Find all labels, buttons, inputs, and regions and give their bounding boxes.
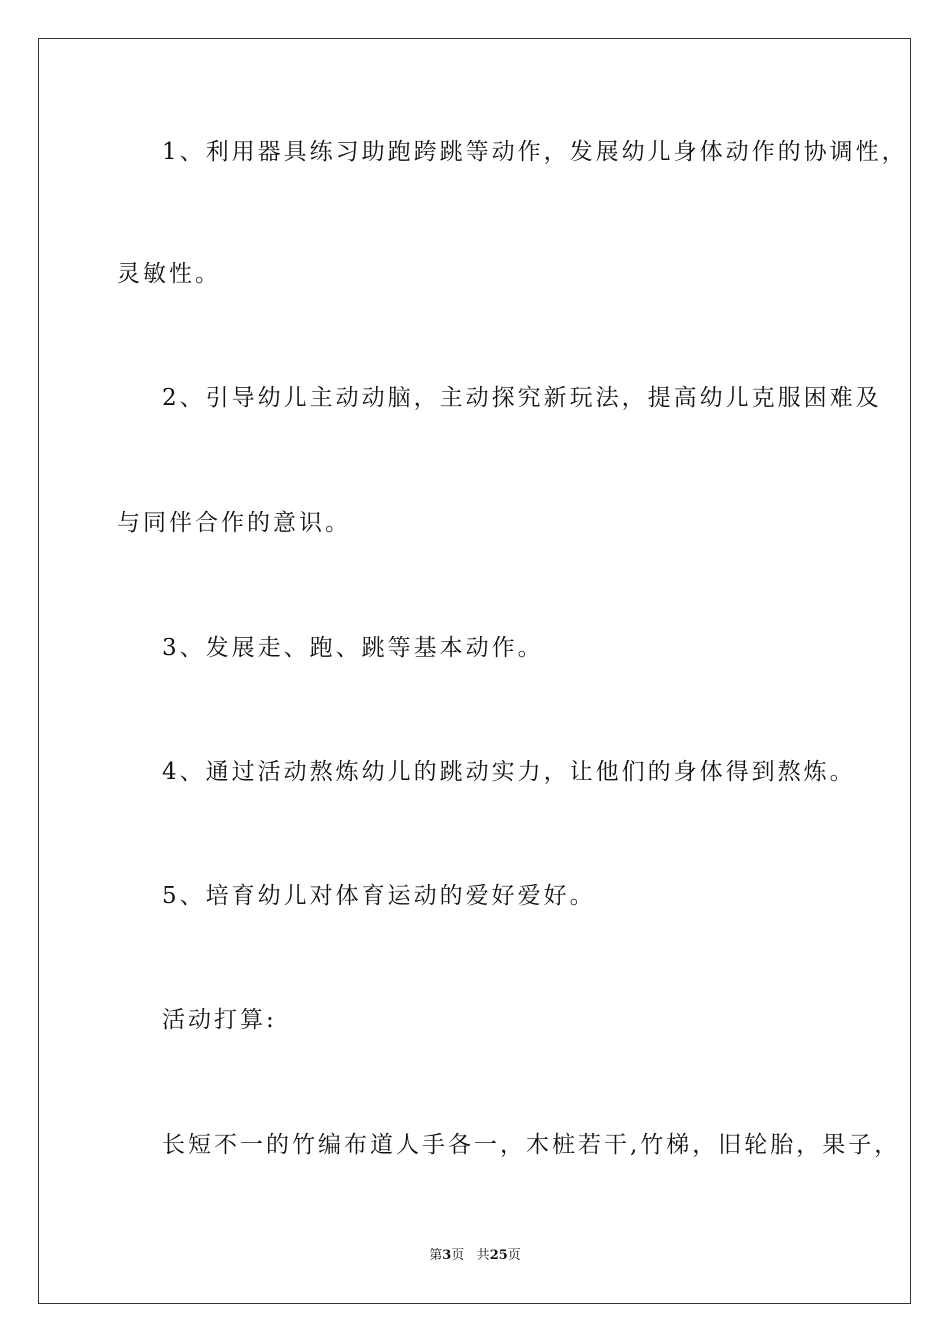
footer-page-number: 3 <box>442 1248 452 1263</box>
footer-page-suffix: 页 <box>451 1248 465 1263</box>
footer-page-prefix: 第 <box>429 1248 443 1263</box>
goal-3: 3、发展走、跑、跳等基本动作。 <box>162 635 544 661</box>
page-footer <box>0 1247 950 1265</box>
materials-line-1: 长短不一的竹编布道人手各一，木桩若干,竹梯，旧轮胎，果子， <box>162 1132 901 1158</box>
goal-4: 4、通过活动熬炼幼儿的跳动实力，让他们的身体得到熬炼。 <box>162 759 856 785</box>
footer-total-pages: 25 <box>489 1248 508 1263</box>
goal-1-line-2: 灵敏性。 <box>117 261 221 287</box>
page-border <box>38 38 911 1304</box>
goal-2-line-2: 与同伴合作的意识。 <box>117 510 351 536</box>
goal-1-line-1: 1、利用器具练习助跑跨跳等动作，发展幼儿身体动作的协调性， <box>162 139 908 165</box>
section-heading-preparation: 活动打算: <box>162 1007 277 1033</box>
goal-5: 5、培育幼儿对体育运动的爱好爱好。 <box>162 883 596 909</box>
footer-total-suffix: 页 <box>507 1248 521 1263</box>
goal-2-line-1: 2、引导幼儿主动动脑，主动探究新玩法，提高幼儿克服困难及 <box>162 385 882 411</box>
footer-total-prefix: 共 <box>476 1248 490 1263</box>
